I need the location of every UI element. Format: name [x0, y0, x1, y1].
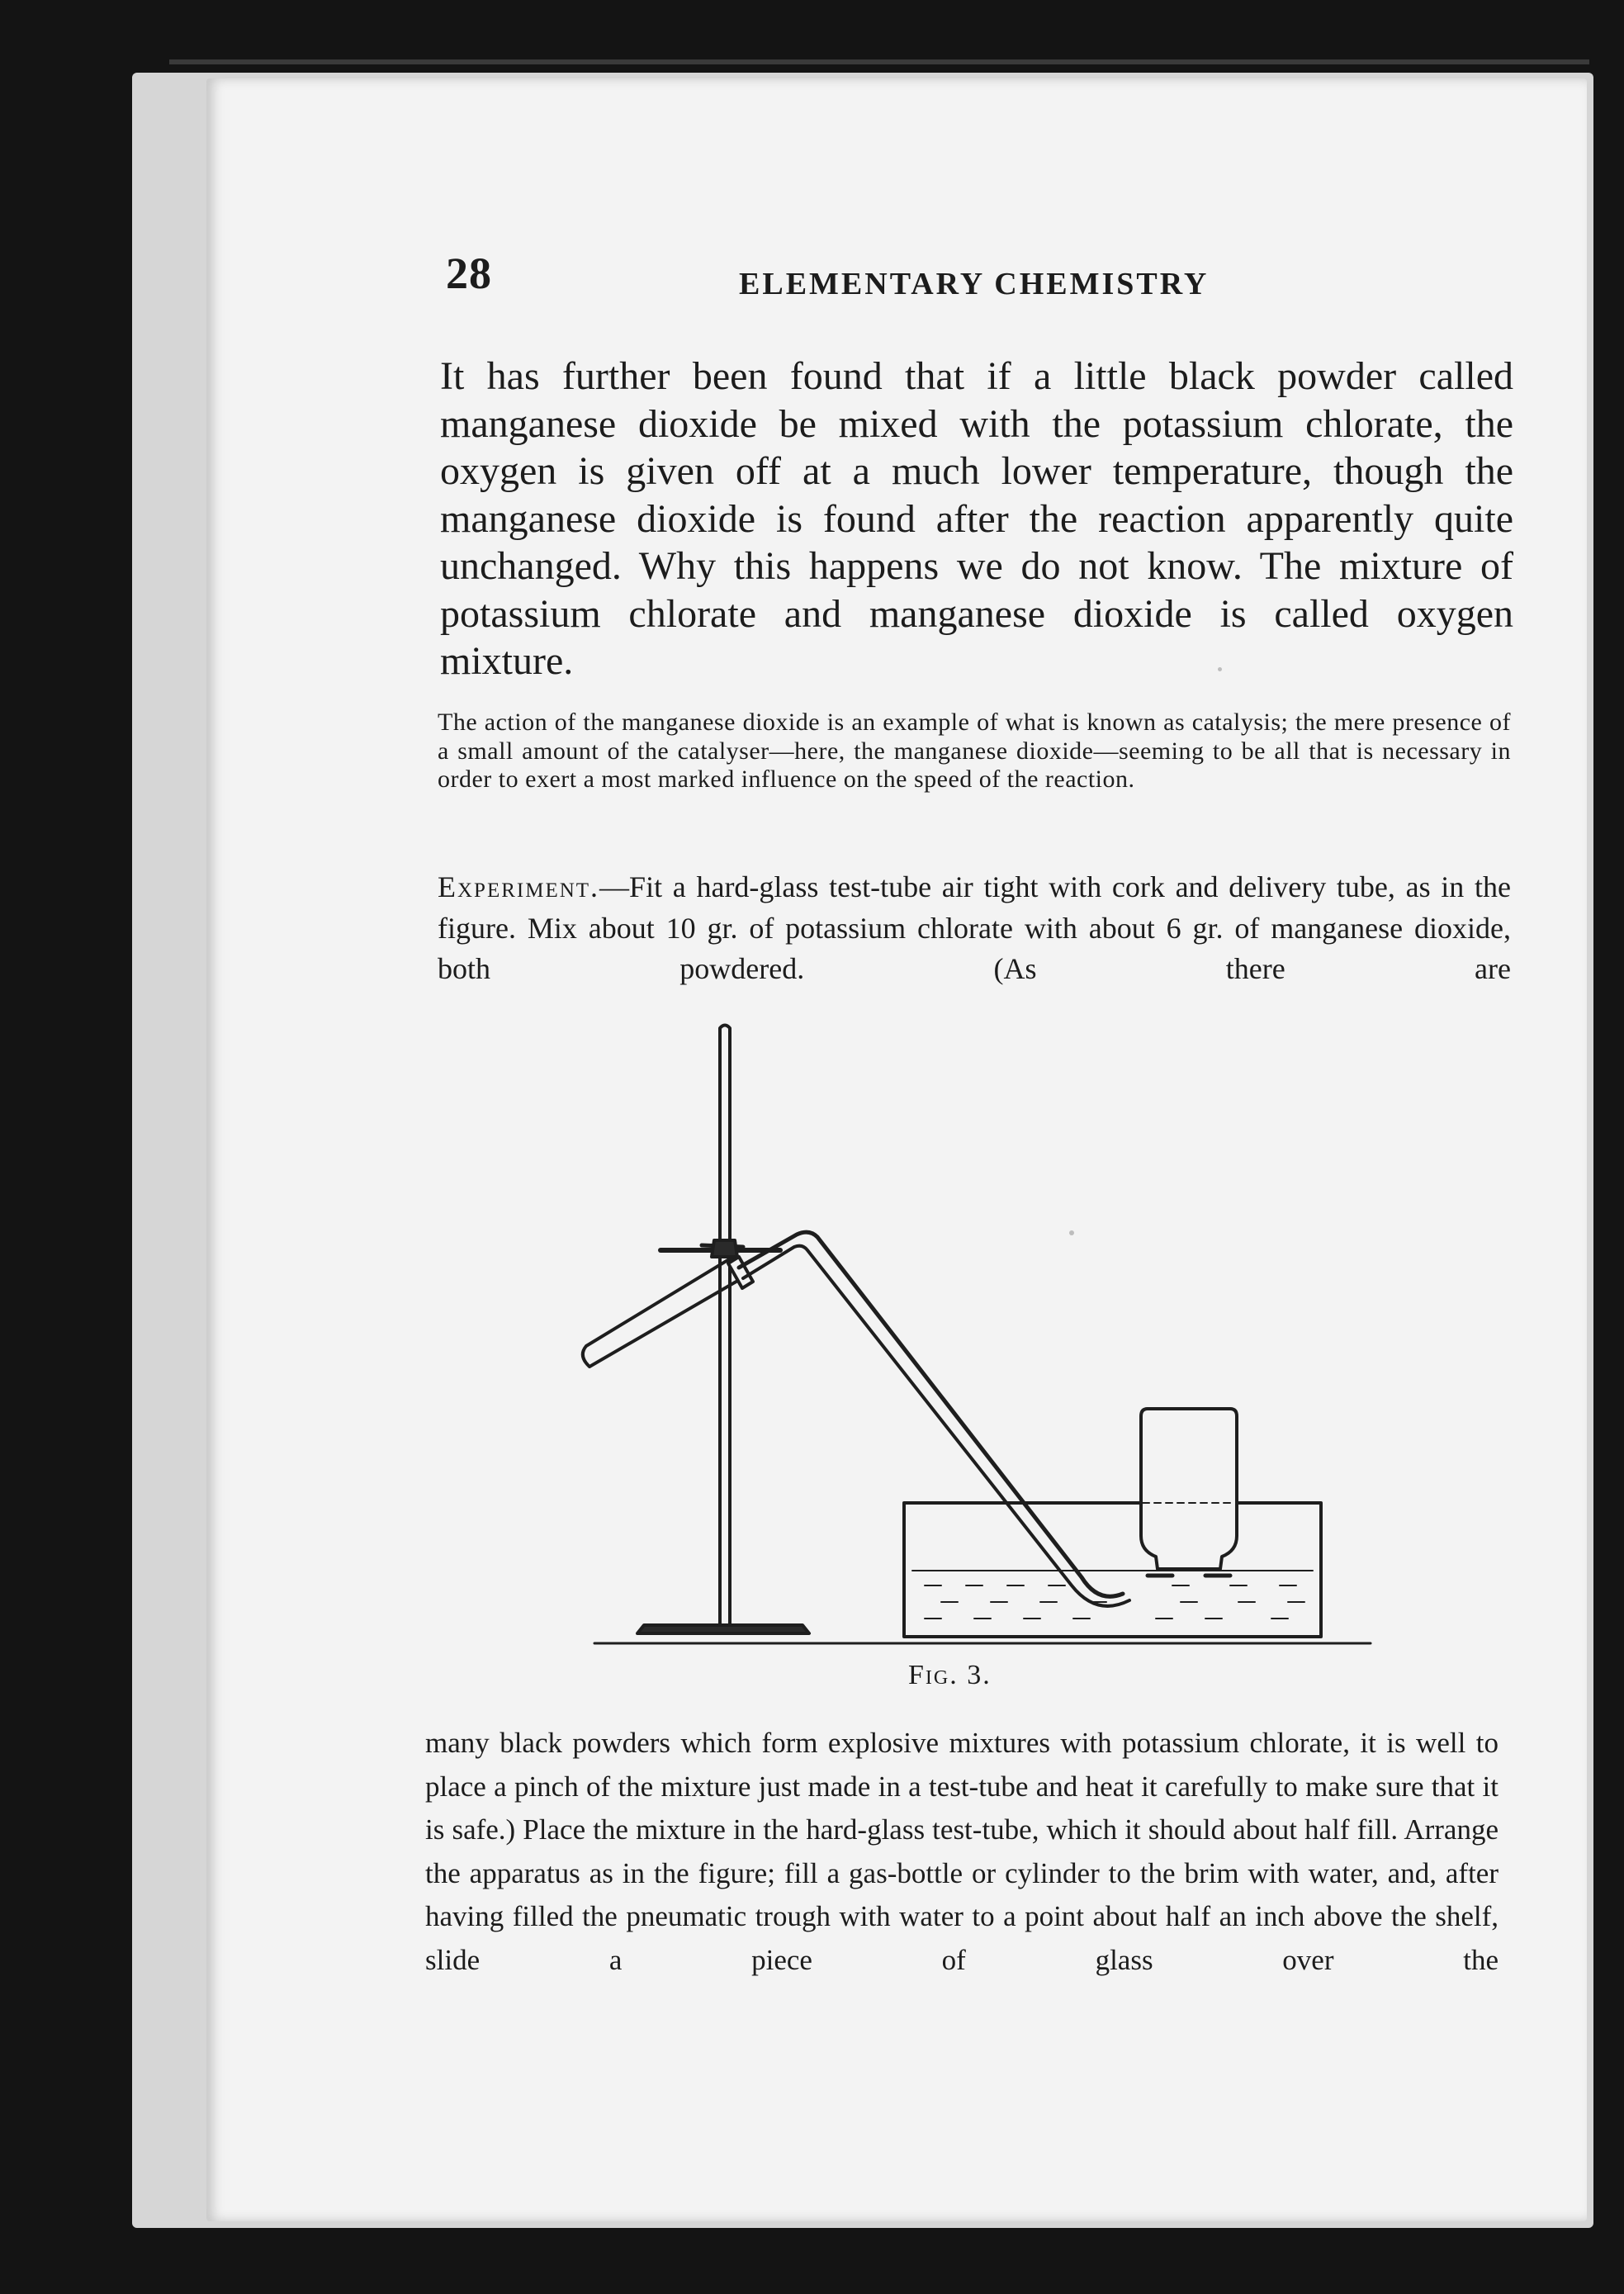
pneumatic-trough	[594, 1503, 1371, 1643]
experiment-text: —Fit a hard-glass test-tube air tight with cork and delivery tube, as in the figure. Mix about 10 gr. of potassium chlorate with about 6 gr. of manganese dioxide, both powdered. (As there are	[438, 870, 1511, 985]
scan-speck	[1218, 667, 1222, 671]
retort-stand	[637, 1026, 809, 1634]
experiment-label: Experiment.	[438, 870, 600, 903]
experiment-paragraph	[438, 867, 1511, 990]
continuation-paragraph: many black powders which form explosive mixtures with potassium chlorate, it is well to place a pinch of the mixture just made in a test-tube and heat it carefully to make sure that it is safe.) Place the mixture in the hard-glass test-tube, which it should about half fill. Arrange the apparatus as in the figure; fill a gas-bottle or cylinder to the brim with water, and, after having filled the pneumatic trough with water to a point about half an inch above the shelf, slide a piece of glass over the	[425, 1727, 1499, 1976]
delivery-tube	[739, 1232, 1129, 1606]
scan-speck	[1069, 1230, 1074, 1235]
catalysis-note: The action of the manganese dioxide is an example of what is known as catalysis; the mere presence of a small amount of the catalyser—here, the manganese dioxide—seeming to be all that is necessary in order to exert a most marked influence on the speed of the reaction.	[438, 709, 1511, 793]
apparatus-figure	[578, 1016, 1387, 1693]
body-paragraph: It has further been found that if a little black powder called manganese dioxide be mixed with the potassium chlorate, the oxygen is given off at a much lower temperature, though the manganese dioxide is found after the reaction apparently quite unchanged. Why this happens we do not know. The mixture of potassium chlorate and manganese dioxide is called oxygen mixture.	[440, 354, 1513, 683]
gas-bottle	[1141, 1409, 1237, 1576]
running-head: ELEMENTARY CHEMISTRY	[739, 267, 1210, 301]
figure-caption: Fig. 3.	[908, 1660, 992, 1690]
book-top-edge	[169, 59, 1589, 64]
page-number: 28	[446, 249, 492, 298]
